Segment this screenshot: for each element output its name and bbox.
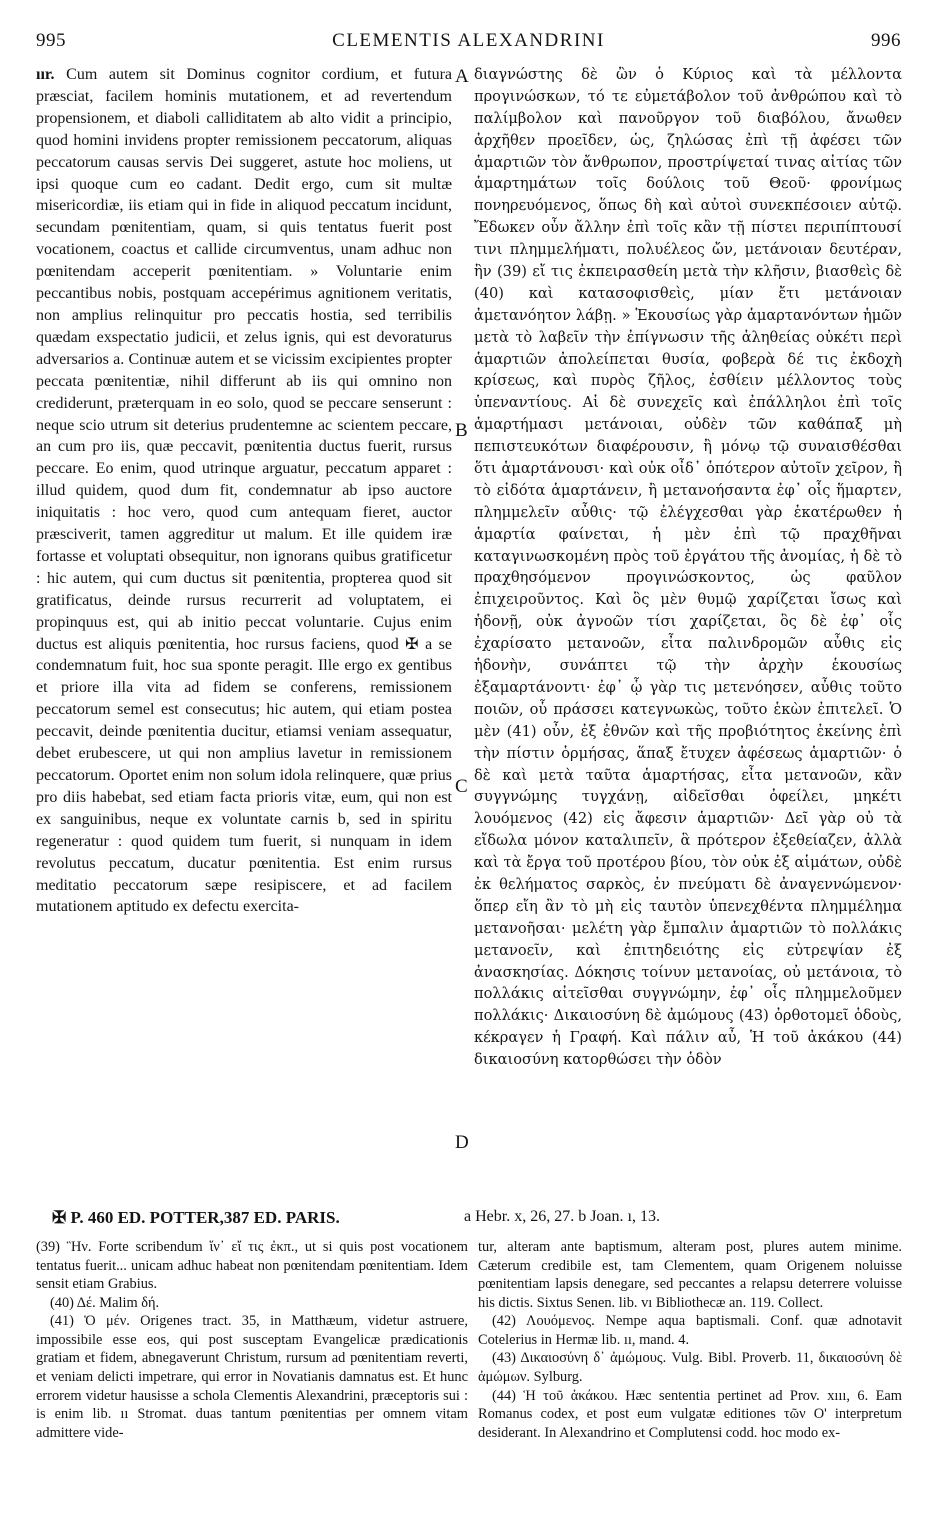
footnote-41-continued: tur, alteram ante baptismum, alteram post, plures autem minime. Cæterum credibile est, tam Clementem, quam Origenem noluisse pœnitentiam lapsis denegare, sed peccantes a relapsu deterrere voluisse his dictis. Sixtus Senen. lib. vı Bibliothecæ an. 119. Collect. bbox=[478, 1239, 902, 1311]
footnote-43: (43) Δικαιοσύνη δ᾽ ἀμώμους. Vulg. Bibl. Proverb. 11, δικαιοσύνη δὲ ἀμώμων. Sylburg. bbox=[478, 1350, 902, 1386]
greek-column bbox=[474, 64, 902, 1202]
page-header bbox=[36, 30, 901, 60]
margin-marker-a: A bbox=[455, 66, 469, 87]
footnote-39: (39) Ἣν. Forte scribendum ἵν᾽ εἴ τις ἐκπ., ut si quis post vocationem tentatus fuerit... unicam adhuc habeat non pœnitendam pœnitentiam. Idem sensit etiam Grabius. bbox=[36, 1239, 468, 1293]
footnotes-left bbox=[36, 1238, 468, 1533]
page-number-right: 996 bbox=[871, 30, 901, 51]
margin-markers bbox=[455, 64, 471, 1204]
margin-marker-c: C bbox=[455, 776, 468, 797]
running-title: CLEMENTIS ALEXANDRINI bbox=[332, 30, 605, 51]
greek-text: διαγνώστης δὲ ὢν ὁ Κύριος καὶ τὰ μέλλοντα προγινώσκων, τό τε εὐμετάβολον τοῦ ἀνθρώπου καὶ τὸ παλίμβολον καὶ πανοῦργον τοῦ διαβόλου, ἄνωθεν ἀρχῆθεν προεῖδεν, ὡς, ζηλώσας ἐπὶ τῇ ἀφέσει τῶν ἁμαρτιῶν τὸν ἄνθρωπον, προστρίψεταί τινας αἰτίας τῶν ἁμαρτημάτων τοῖς δούλοις τοῦ Θεοῦ· φρονίμως πονηρευόμενος, ὅπως δὴ καὶ αὐτοὶ συνεκπέσοιεν αὐτῷ. Ἔδωκεν οὖν ἄλλην ἐπὶ τοῖς κἂν τῇ πίστει περιπίπτουσί τινι πλημμελήματι, πολυέλεος ὤν, μετάνοιαν δευτέραν, ἣν (39) εἴ τις ἐκπειρασθείη μετὰ τὴν κλῆσιν, βιασθεὶς δὲ (40) καὶ κατασοφισθεὶς, μίαν ἔτι μετάνοιαν ἀμετανόητον λάβῃ. » Ἑκουσίως γὰρ ἁμαρτανόντων ἡμῶν μετὰ τὸ λαβεῖν τὴν ἐπίγνωσιν τῆς ἀληθείας οὐκέτι περὶ ἁμαρτιῶν ἀπολείπεται θυσία, φοβερὰ δέ τις ἐκδοχὴ κρίσεως, καὶ πυρὸς ζῆλος, ἐσθίειν μέλλοντος τοὺς ὑπεναντίους. Αἱ δὲ συνεχεῖς καὶ ἐπάλληλοι ἐπὶ τοῖς ἁμαρτήμασι μετάνοιαι, οὐδὲν τῶν καθάπαξ μὴ πεπιστευκότων διαφέρουσιν, ἢ μόνῳ τῷ συναισθέσθαι ὅτι ἁμαρτάνουσι· καὶ οὐκ οἶδ᾽ ὁπότερον αὐτοῖν χεῖρον, ἢ τὸ εἰδότα ἁμαρτάνειν, ἢ μετανοήσαντα ἐφ᾽ οἷς ἥμαρτεν, πλημμελεῖν αὖθις· τῷ ἐλέγχεσθαι γὰρ ἑκατέρωθεν ἡ ἁμαρτία φαίνεται, ἡ μὲν ἐπὶ τῷ πραχθῆναι καταγινωσκομένη πρὸς τοῦ ἐργάτου τῆς ἀνομίας, ἡ δὲ τὸ πραχθησόμενον προγινώσκοντος, ὡς φαῦλον ἐπιχειροῦντος. Καὶ ὃς μὲν θυμῷ χαρίζεται ἴσως καὶ ἡδονῇ, οὐκ ἀγνοῶν τίσι χαρίζεται, ὃς δὲ ἐφ᾽ οἷς ἐχαρίσατο μετανοῶν, εἶτα παλινδρομῶν αὖθις εἰς ἡδονὴν, συνάπτει τῷ τὴν ἀρχὴν ἑκουσίως ἐξαμαρτάνοντι· ἐφ᾽ ᾧ γὰρ τις μετενόησεν, αὖθις τοῦτο ποιῶν, οὗ πράσσει κατεγνωκὼς, τοῦτο ἑκὼν ἐπιτελεῖ. Ὁ μὲν (41) οὖν, ἐξ ἐθνῶν καὶ τῆς προβιότητος ἐκείνης ἐπὶ τὴν πίστιν ὁρμήσας, ἅπαξ ἔτυχεν ἀφέσεως ἁμαρτιῶν· ὁ δὲ καὶ μετὰ ταῦτα ἁμαρτήσας, εἶτα μετανοῶν, κἂν συγγνώμης τυγχάνῃ, αἰδεῖσθαι ὀφείλει, μηκέτι λουόμενος (42) εἰς ἄφεσιν ἁμαρτιῶν· Δεῖ γὰρ οὐ τὰ εἴδωλα μόνον καταλιπεῖν, ἃ πρότερον ἐξεθείαζεν, ἀλλὰ καὶ τὰ ἔργα τοῦ προτέρου βίου, τὸν οὐκ ἐξ αἱμάτων, οὐδὲ ἐκ θελήματος σαρκὸς, ἐν πνεύματι δὲ ἀναγεννώμενον· ὅπερ εἴη ἂν τὸ μὴ εἰς ταυτὸν ὑπενεχθέντα πλημμέλημα μετανοῆσαι· μελέτη γὰρ ἔμπαλιν ἁμαρτιῶν τὸ πολλάκις μετανοεῖν, καὶ ἐπιτηδειότης εἰς εὐτρεψίαν ἐξ ἀνασκησίας. Δόκησις τοίνυν μετανοίας, οὐ μετάνοια, τὸ πολλάκις αἰτεῖσθαι συγγνώμην, ἐφ᾽ οἷς πλημμελοῦμεν πολλάκις· Δικαιοσύνη δὲ ἀμώμους (43) ὀρθοτομεῖ ὁδοὺς, κέκραγεν ἡ Γραφή. Καὶ πάλιν αὖ, Ἡ τοῦ ἀκάκου (44) δικαιοσύνη κατορθώσει τὴν ὁδὸν bbox=[474, 66, 902, 1069]
latin-column bbox=[36, 64, 452, 1202]
latin-lead: ıır. bbox=[36, 66, 55, 83]
latin-paragraph bbox=[36, 64, 452, 918]
margin-marker-d: D bbox=[455, 1132, 469, 1153]
reference-line bbox=[36, 1208, 901, 1232]
scripture-references: a Hebr. x, 26, 27. b Joan. ı, 13. bbox=[464, 1208, 660, 1225]
footnote-41: (41) Ὁ μέν. Origenes tract. 35, in Matthæum, videtur astruere, impossibile esse eos, qui post susceptam Evangelicæ prædicationis gratiam et fidem, abnegaverunt Christum, rursum ad pœnitentiam reverti, et veniam delicti impetrare, qui error in Novatianis damnatus est. Et hunc errorem videtur hausisse a schola Clementis Alexandrini, præceptoris sui : is enim lib. ıı Stromat. duas tantum pœnitentias per omnem vitam admittere vide- bbox=[36, 1313, 468, 1441]
footnote-44: (44) Ἡ τοῦ ἀκάκου. Hæc sententia pertinet ad Prov. xııı, 6. Eam Romanus codex, et post eum vulgatæ editiones τῶν Ο' interpretum desiderant. In Alexandrino et Complutensi codd. hoc modo ex- bbox=[478, 1387, 902, 1441]
margin-marker-b: B bbox=[455, 420, 468, 441]
latin-text: Cum autem sit Dominus cognitor cordium, et futura præsciat, facilem hominis mutationem, et ad revertendum propensionem, et diaboli calliditatem ab alto vidit a principio, quod homini invidens propter remissionem peccatorum, aliquas peccatorum causas servis Dei suggeret, astute hoc moliens, ut ipsi quoque cum eo cadant. Dedit ergo, cum sit multæ misericordiæ, iis etiam qui in fide in aliquod peccatum incidunt, secundam pœnitentiam, quam, si quis tentatus fuerit post vocationem, coactus et callide circumventus, unam adhuc non pœnitendam acceperit pœnitentiam. » Voluntarie enim peccantibus nobis, postquam accepérimus agnitionem veritatis, non amplius relinquitur pro peccatis hostia, sed terribilis quædam exspectatio judicii, et zelus ignis, qui est devoraturus adversarios a. Continuæ autem et se vicissim excipientes propter peccata pœnitentiæ, nihil differunt ab iis qui omnino non crediderunt, præterquam in eo solo, quod se peccare senserunt : neque scio utrum sit deterius prudentemne ac scientem peccare, an cum pro iis, quæ peccavit, pœnitentia ductus fuerit, rursus peccare. Eo enim, quod utrinque arguatur, peccatum apparet : illud quidem, quod dum fit, condemnatur ab ipso auctore iniquitatis : hoc vero, quod cum antequam fieret, auctor præsciverit, tamen aggreditur ut malum. Et ille quidem iræ fortasse et voluptati obsequitur, non ignorans quibus gratificetur : hic autem, qui cum ductus sit pœnitentia, propterea quod sit gratificatus, deinde rursus recurrerit ad voluptatem, ei propinquus est, qui ab initio peccat voluntarie. Cujus enim ductus est aliquis pœnitentia, hoc rursus faciens, quod ✠ a se condemnatum fuit, hoc sua sponte peragit. Ille ergo ex gentibus et priore illa vita ad fidem se conferens, remissionem peccatorum semel est consecutus; hic autem, qui etiam postea peccavit, deinde pœnitentia ducitur, etiamsi veniam assequatur, debet erubescere, ut qui non amplius lavetur in remissionem peccatorum. Oportet enim non solum idola relinquere, quæ prius pro diis habebat, sed etiam facta prioris vitæ, eum, qui non est ex sanguinibus, neque ex voluntate carnis b, sed in spiritu regeneratur : quod quidem tum fuerit, si nunquam in idem revolutus peccatum, ducatur pœnitentia. Est enim rursus meditatio peccatorum sæpe resipiscere, et ad facilem mutationem aptitudo ex defectu exercita- bbox=[36, 66, 452, 916]
footnote-42: (42) Λουόμενος. Nempe aqua baptismali. Conf. quæ adnotavit Cotelerius in Hermæ lib. ıı, mand. 4. bbox=[478, 1313, 902, 1348]
footnotes-right bbox=[478, 1238, 902, 1533]
page-number-left: 995 bbox=[36, 30, 66, 51]
edition-reference: ✠ P. 460 ED. POTTER,387 ED. PARIS. bbox=[52, 1208, 340, 1227]
footnote-40: (40) Δέ. Malim δή. bbox=[50, 1294, 160, 1311]
